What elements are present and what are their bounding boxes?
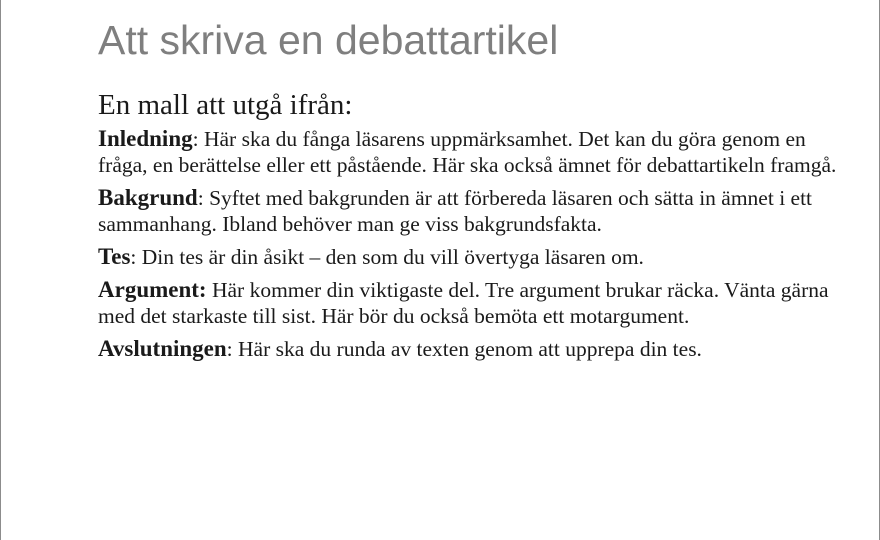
section-inledning	[98, 126, 838, 178]
section-list	[98, 126, 838, 362]
section-term: Argument:	[98, 277, 207, 302]
slide-content	[98, 14, 838, 369]
section-term: Tes	[98, 244, 131, 269]
section-term: Bakgrund	[98, 185, 198, 210]
section-avslutningen	[98, 336, 838, 362]
section-text: Här ska du fånga läsarens uppmärksamhet. Det kan du göra genom en fråga, en berättelse eller ett påstående. Här ska också ämnet för debattartikeln framgå.	[98, 127, 837, 177]
section-separator: :	[226, 337, 233, 361]
section-text: Här ska du runda av texten genom att upprepa din tes.	[232, 337, 702, 361]
section-argument	[98, 277, 838, 329]
section-text: Syftet med bakgrunden är att förbereda läsaren och sätta in ämnet i ett sammanhang. Ibland behöver man ge viss bakgrundsfakta.	[98, 186, 813, 236]
section-bakgrund	[98, 185, 838, 237]
section-term: Inledning	[98, 126, 193, 151]
section-text: Här kommer din viktigaste del. Tre argument brukar räcka. Vänta gärna med det starkaste till sist. Här bör du också bemöta ett motargument.	[98, 278, 829, 328]
section-separator: :	[192, 127, 199, 151]
section-separator: :	[130, 245, 137, 269]
section-text: Din tes är din åsikt – den som du vill övertyga läsaren om.	[136, 245, 644, 269]
section-tes	[98, 244, 838, 270]
slide-subtitle: En mall att utgå ifrån:	[98, 89, 353, 121]
slide-title: Att skriva en debattartikel	[98, 17, 559, 63]
section-separator: :	[197, 186, 204, 210]
section-term: Avslutningen	[98, 336, 227, 361]
